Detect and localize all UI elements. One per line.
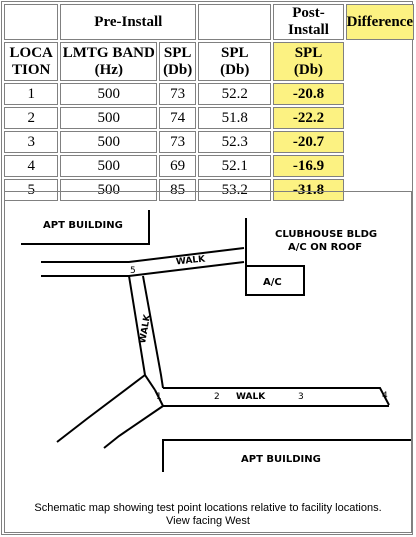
lower-left-curb [57,375,145,442]
walk-bottom-label: WALK [236,392,266,402]
site-schematic-map [4,191,412,533]
walk-bottom-lower-edge [155,390,389,406]
band-cell: 500 [60,155,157,177]
post-spl-cell: 52.2 [198,83,271,105]
post-spl-cell: 53.2 [198,179,271,201]
walk-top-label: WALK [175,254,206,268]
clubhouse-label-line1: CLUBHOUSE BLDG [275,229,378,240]
test-point-5: 5 [130,266,136,276]
walk-top-lower-edge [41,262,244,276]
lower-left-curb-inner [104,406,163,448]
test-point-4: 4 [382,391,388,401]
pre-spl-header-line2: (Db) [163,61,193,78]
diff-spl-header-line2: (Db) [293,61,324,78]
difference-cell: -22.2 [273,107,343,129]
table-row [4,155,414,177]
post-install-header: Post-Install [273,4,343,40]
test-point-1: 1 [156,392,162,402]
difference-cell: -20.8 [273,83,343,105]
test-point-3: 3 [298,392,304,402]
post-spl-cell: 51.8 [198,107,271,129]
location-cell: 4 [4,155,58,177]
blank-header-cell [4,4,58,40]
walk-left-label: WALK [138,313,154,345]
difference-header: Difference [346,4,414,40]
post-spl-cell: 52.3 [198,131,271,153]
pre-spl-cell: 73 [159,131,196,153]
difference-cell: -31.8 [273,179,343,201]
column-header-row [4,42,414,81]
group-header-row [4,4,414,40]
clubhouse-label-line2: A/C ON ROOF [288,242,363,253]
sound-level-table [2,2,416,203]
pre-spl-cell: 85 [159,179,196,201]
pre-spl-header-line1: SPL [163,44,192,61]
pre-spl-cell: 69 [159,155,196,177]
band-cell: 500 [60,83,157,105]
map-caption-line1: Schematic map showing test point locations relative to facility locations. [34,502,382,514]
post-spl-header-line2: (Db) [220,61,250,78]
test-point-2: 2 [214,392,220,402]
apt-building-bottom-label: APT BUILDING [241,454,321,465]
band-column-header [60,42,157,81]
pre-spl-column-header [159,42,196,81]
map-caption-line2: View facing West [166,515,250,527]
diff-spl-column-header [273,42,343,81]
band-cell: 500 [60,179,157,201]
blank-header-cell [198,4,271,40]
location-column-header [4,42,58,81]
band-header-line2: (Hz) [94,61,123,78]
band-cell: 500 [60,107,157,129]
location-header-line1: LOCA [9,44,53,61]
band-header-line1: LMTG BAND [62,44,155,61]
ac-unit-label: A/C [263,277,282,288]
diff-spl-header-line1: SPL [294,44,323,61]
table-row [4,131,414,153]
location-cell: 1 [4,83,58,105]
apt-building-top-label: APT BUILDING [43,220,123,231]
difference-cell: -20.7 [273,131,343,153]
walk-top-upper-edge [41,248,244,262]
pre-spl-cell: 74 [159,107,196,129]
location-cell: 2 [4,107,58,129]
post-spl-column-header [198,42,271,81]
post-spl-cell: 52.1 [198,155,271,177]
table-row [4,107,414,129]
location-cell: 5 [4,179,58,201]
location-header-line2: TION [12,61,51,78]
pre-spl-cell: 73 [159,83,196,105]
table-row [4,83,414,105]
difference-cell: -16.9 [273,155,343,177]
band-cell: 500 [60,131,157,153]
location-cell: 3 [4,131,58,153]
pre-install-header: Pre-Install [60,4,196,40]
walk-bottom-upper-edge [163,388,389,405]
post-spl-header-line1: SPL [220,44,249,61]
